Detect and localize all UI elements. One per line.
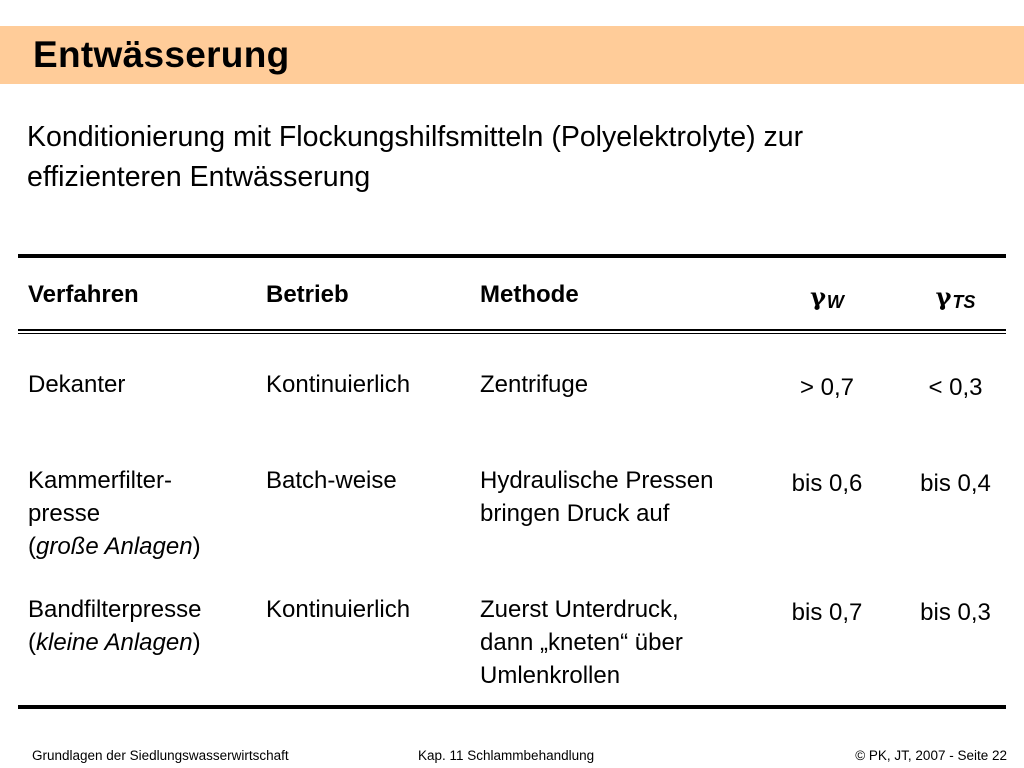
header-gamma-w: [772, 280, 882, 319]
row-2-verfahren-note: [28, 530, 201, 563]
table-header-rule: [18, 329, 1006, 331]
header-methode: Methode: [480, 281, 579, 308]
footer-course: Grundlagen der Siedlungswasserwirtschaft: [32, 748, 289, 763]
row-3-verfahren-line-1: Bandfilterpresse: [28, 596, 202, 623]
row-1-methode: Zentrifuge: [480, 371, 589, 398]
paren-open: (: [28, 533, 36, 560]
table-header-rule-thin: [18, 333, 1006, 334]
row-3-gamma-ts: bis 0,3: [920, 599, 991, 626]
paren-open: (: [28, 629, 36, 656]
row-2-methode-line-2: bringen Druck auf: [480, 500, 670, 527]
intro-line-1: Konditionierung mit Flockungshilfsmitteln (Polyelektrolyte) zur: [27, 121, 804, 153]
gamma-ts-subscript: TS: [952, 292, 976, 312]
row-2-gamma-ts: bis 0,4: [920, 470, 991, 497]
gamma-symbol: γ: [935, 282, 952, 311]
row-1-verfahren: Dekanter: [28, 371, 126, 398]
note-text: große Anlagen: [36, 533, 193, 560]
row-1-gamma-ts: < 0,3: [928, 374, 983, 401]
row-3-gamma-w: bis 0,7: [791, 599, 863, 626]
row-3-verfahren-note: [28, 626, 201, 659]
intro-line-2: effizienteren Entwässerung: [27, 161, 371, 193]
note-text: kleine Anlagen: [36, 629, 193, 656]
row-2-verfahren: [28, 464, 201, 563]
row-1-betrieb: Kontinuierlich: [266, 371, 411, 398]
row-3-verfahren: [28, 593, 201, 659]
row-3-betrieb: Kontinuierlich: [266, 596, 411, 623]
footer-chapter: Kap. 11 Schlammbehandlung: [418, 748, 595, 763]
header-betrieb: Betrieb: [266, 281, 349, 308]
header-gamma-ts: [898, 280, 1013, 319]
footer-copyright: © PK, JT, 2007 - Seite 22: [855, 748, 1007, 763]
row-2-verfahren-line-1: Kammerfilter-: [28, 467, 173, 494]
row-3-methode-line-1: Zuerst Unterdruck,: [480, 596, 679, 623]
row-3-methode-line-3: Umlenkrollen: [480, 662, 621, 689]
header-verfahren: Verfahren: [28, 281, 139, 308]
row-2-methode: [480, 464, 713, 530]
paren-close: ): [192, 629, 201, 656]
row-2-betrieb: Batch-weise: [266, 467, 397, 494]
row-2-gamma-w: bis 0,6: [791, 470, 863, 497]
row-1-gamma-w: > 0,7: [799, 374, 855, 401]
paren-close: ): [192, 533, 201, 560]
slide-title: Entwässerung: [33, 34, 290, 75]
row-2-verfahren-line-2: presse: [28, 500, 101, 527]
intro-text: [27, 117, 987, 197]
row-3-methode-line-2: dann „kneten“ über: [480, 629, 683, 656]
row-3-methode: [480, 593, 683, 692]
table-bottom-rule: [18, 705, 1006, 709]
gamma-w-subscript: W: [826, 292, 844, 312]
row-2-methode-line-1: Hydraulische Pressen: [480, 467, 714, 494]
table-top-rule: [18, 254, 1006, 258]
gamma-symbol: γ: [810, 282, 826, 311]
